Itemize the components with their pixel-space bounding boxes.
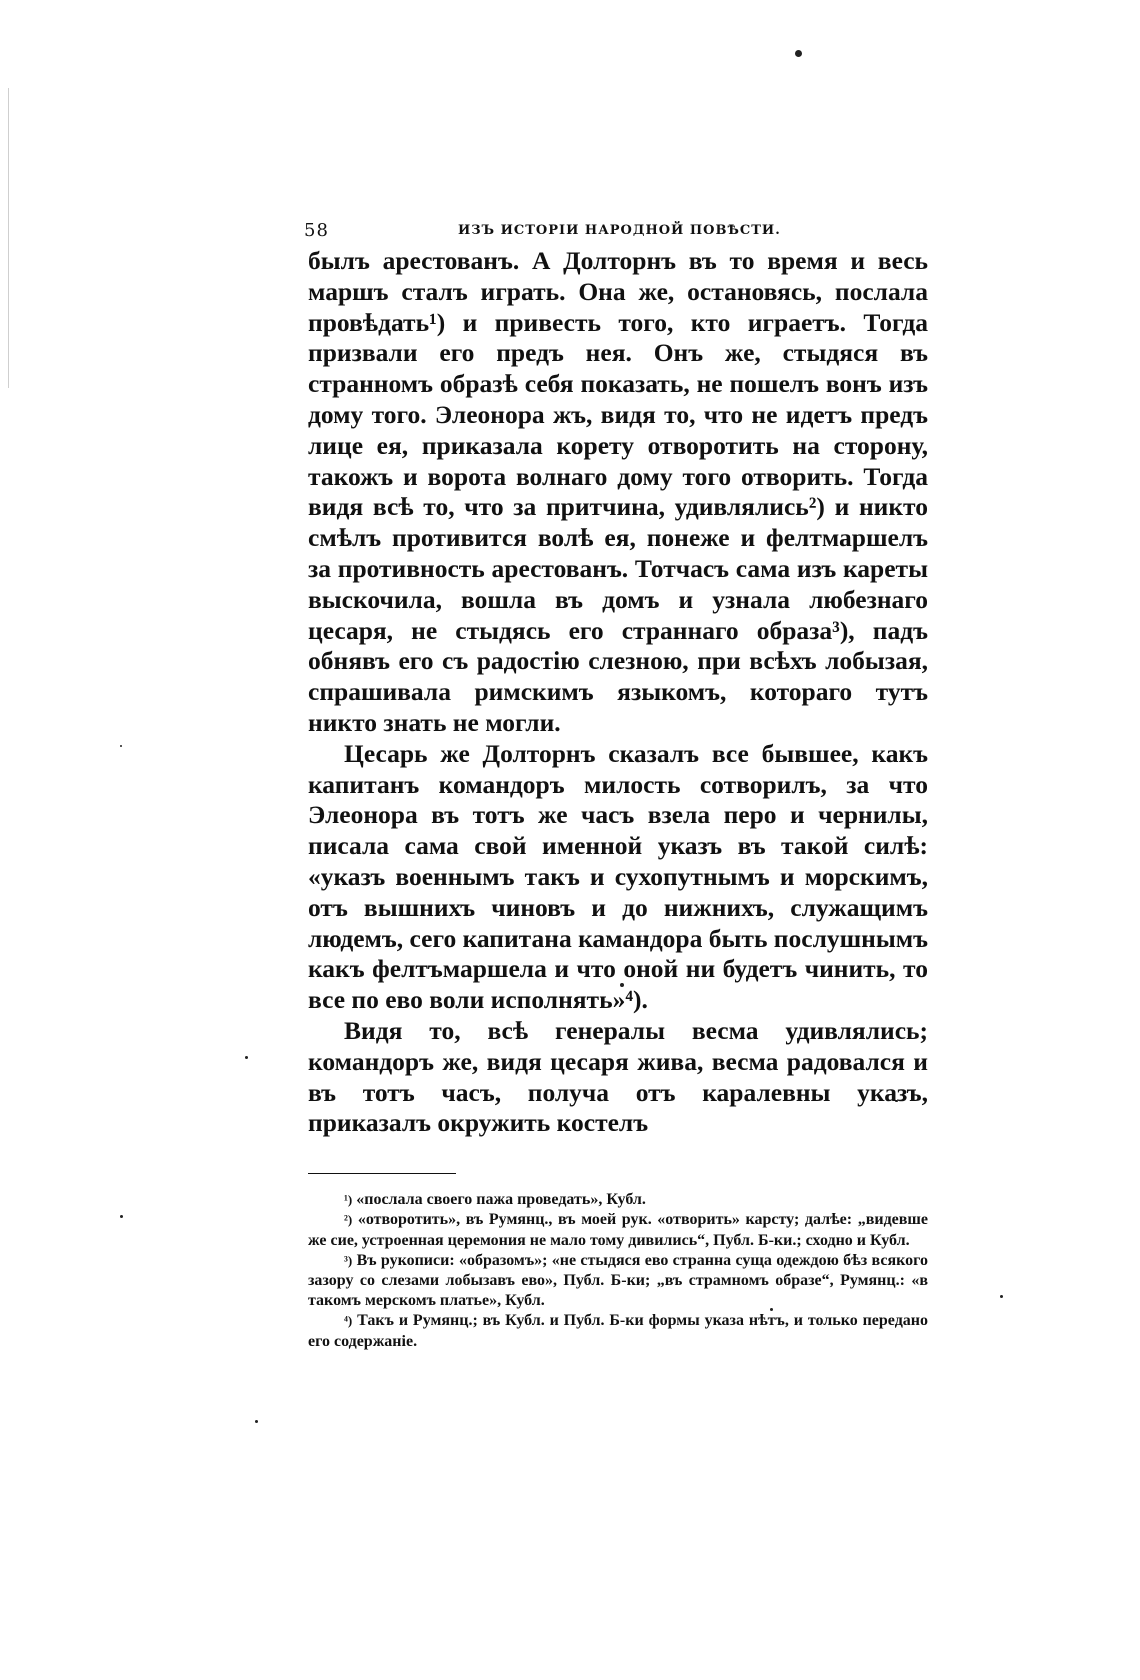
footnote-divider [308, 1173, 456, 1174]
paragraph-3: Видя то, всѣ генералы весма удивлялись; командоръ же, видя цесаря жива, весма радовался и въ тотъ часъ, получа отъ каралевны указъ, приказалъ окружить костелъ [308, 1015, 928, 1138]
footnote-4: $^{^4)}$ Такъ и Румянц.; въ Кубл. и Публ. Б-ки формы указа нѣтъ, и только передано его содержаніе. [308, 1312, 929, 1350]
footnote-1: $^{^1)}$ «послала своего пажа проведать», Кубл. [344, 1191, 646, 1209]
book-page [304, 218, 929, 1352]
paragraph-2: Цесарь же Долторнъ сказалъ все бывшее, какъ капитанъ командоръ милость сотворилъ, за что Элеонора въ тотъ же часъ взела перо и чернилы, писала сама свой именной указъ въ такой силѣ: «указъ военнымъ такъ и сухопутнымъ и морскимъ, отъ вышнихъ чиновъ и до нижнихъ, служащимъ людемъ, сего капитана камандора быть послушнымъ какъ фелтъмаршела и что оной ни будетъ чинить, то все по ево воли исполнять»⁴). [308, 738, 928, 1015]
footnote-2: $^{^2)}$ «отворотить», въ Румянц., въ моей рук. «отворить» карсту; далѣе: „видевше же сие, устроенная церемония не мало тому дивились“, Публ. Б-ки.; сходно и Кубл. [308, 1211, 929, 1249]
footnote-3: $^{^3)}$ Въ рукописи: «образомъ»; «не стыдяся ево странна суща одеждою бѣз всякого зазору со слезами лобызавъ ево», Публ. Б-ки; „въ страмномъ образе“, Румянц.: «в такомъ мерскомъ платье», Кубл. [308, 1251, 928, 1310]
page-number: 58 [304, 220, 329, 241]
scan-edge-line [8, 88, 9, 388]
scan-speck [255, 1420, 258, 1423]
running-title: ИЗЪ ИСТОРІИ НАРОДНОЙ ПОВѢСТИ. [458, 223, 781, 238]
paragraph-1: былъ арестованъ. А Долторнъ въ то время и весь маршъ сталъ играть. Она же, остановясь, послала провѣдать¹) и привесть того, кто играетъ. Тогда призвали его предъ нея. Онъ же, стыдяся въ странномъ образѣ себя показать, не пошелъ вонъ изъ дому того. Элеонора жъ, видя то, что не идетъ предъ лице ея, приказала корету отворотить на сторону, такожъ и ворота волнаго дому того отворить. Тогда видя всѣ то, что за притчина, удивлялись²) и никто смѣлъ противится волѣ ея, понеже и фелтмаршелъ за противность арестованъ. Тотчасъ сама изъ кареты выскочила, вошла въ домъ и узнала любезнаго цесаря, не стыдясь его страннаго образа³), падъ обнявъ его съ радостію слезною, при всѣхъ лобызая, спрашивала римскимъ языкомъ, котораго тутъ никто знать не могли. [308, 246, 928, 737]
scan-speck [120, 745, 122, 747]
scan-speck [245, 1056, 248, 1059]
scan-speck [1000, 1295, 1003, 1298]
page-header [304, 218, 928, 246]
main-text [308, 246, 928, 1139]
footnotes [308, 1190, 928, 1352]
scan-speck [795, 50, 802, 57]
scan-speck [120, 1215, 123, 1218]
